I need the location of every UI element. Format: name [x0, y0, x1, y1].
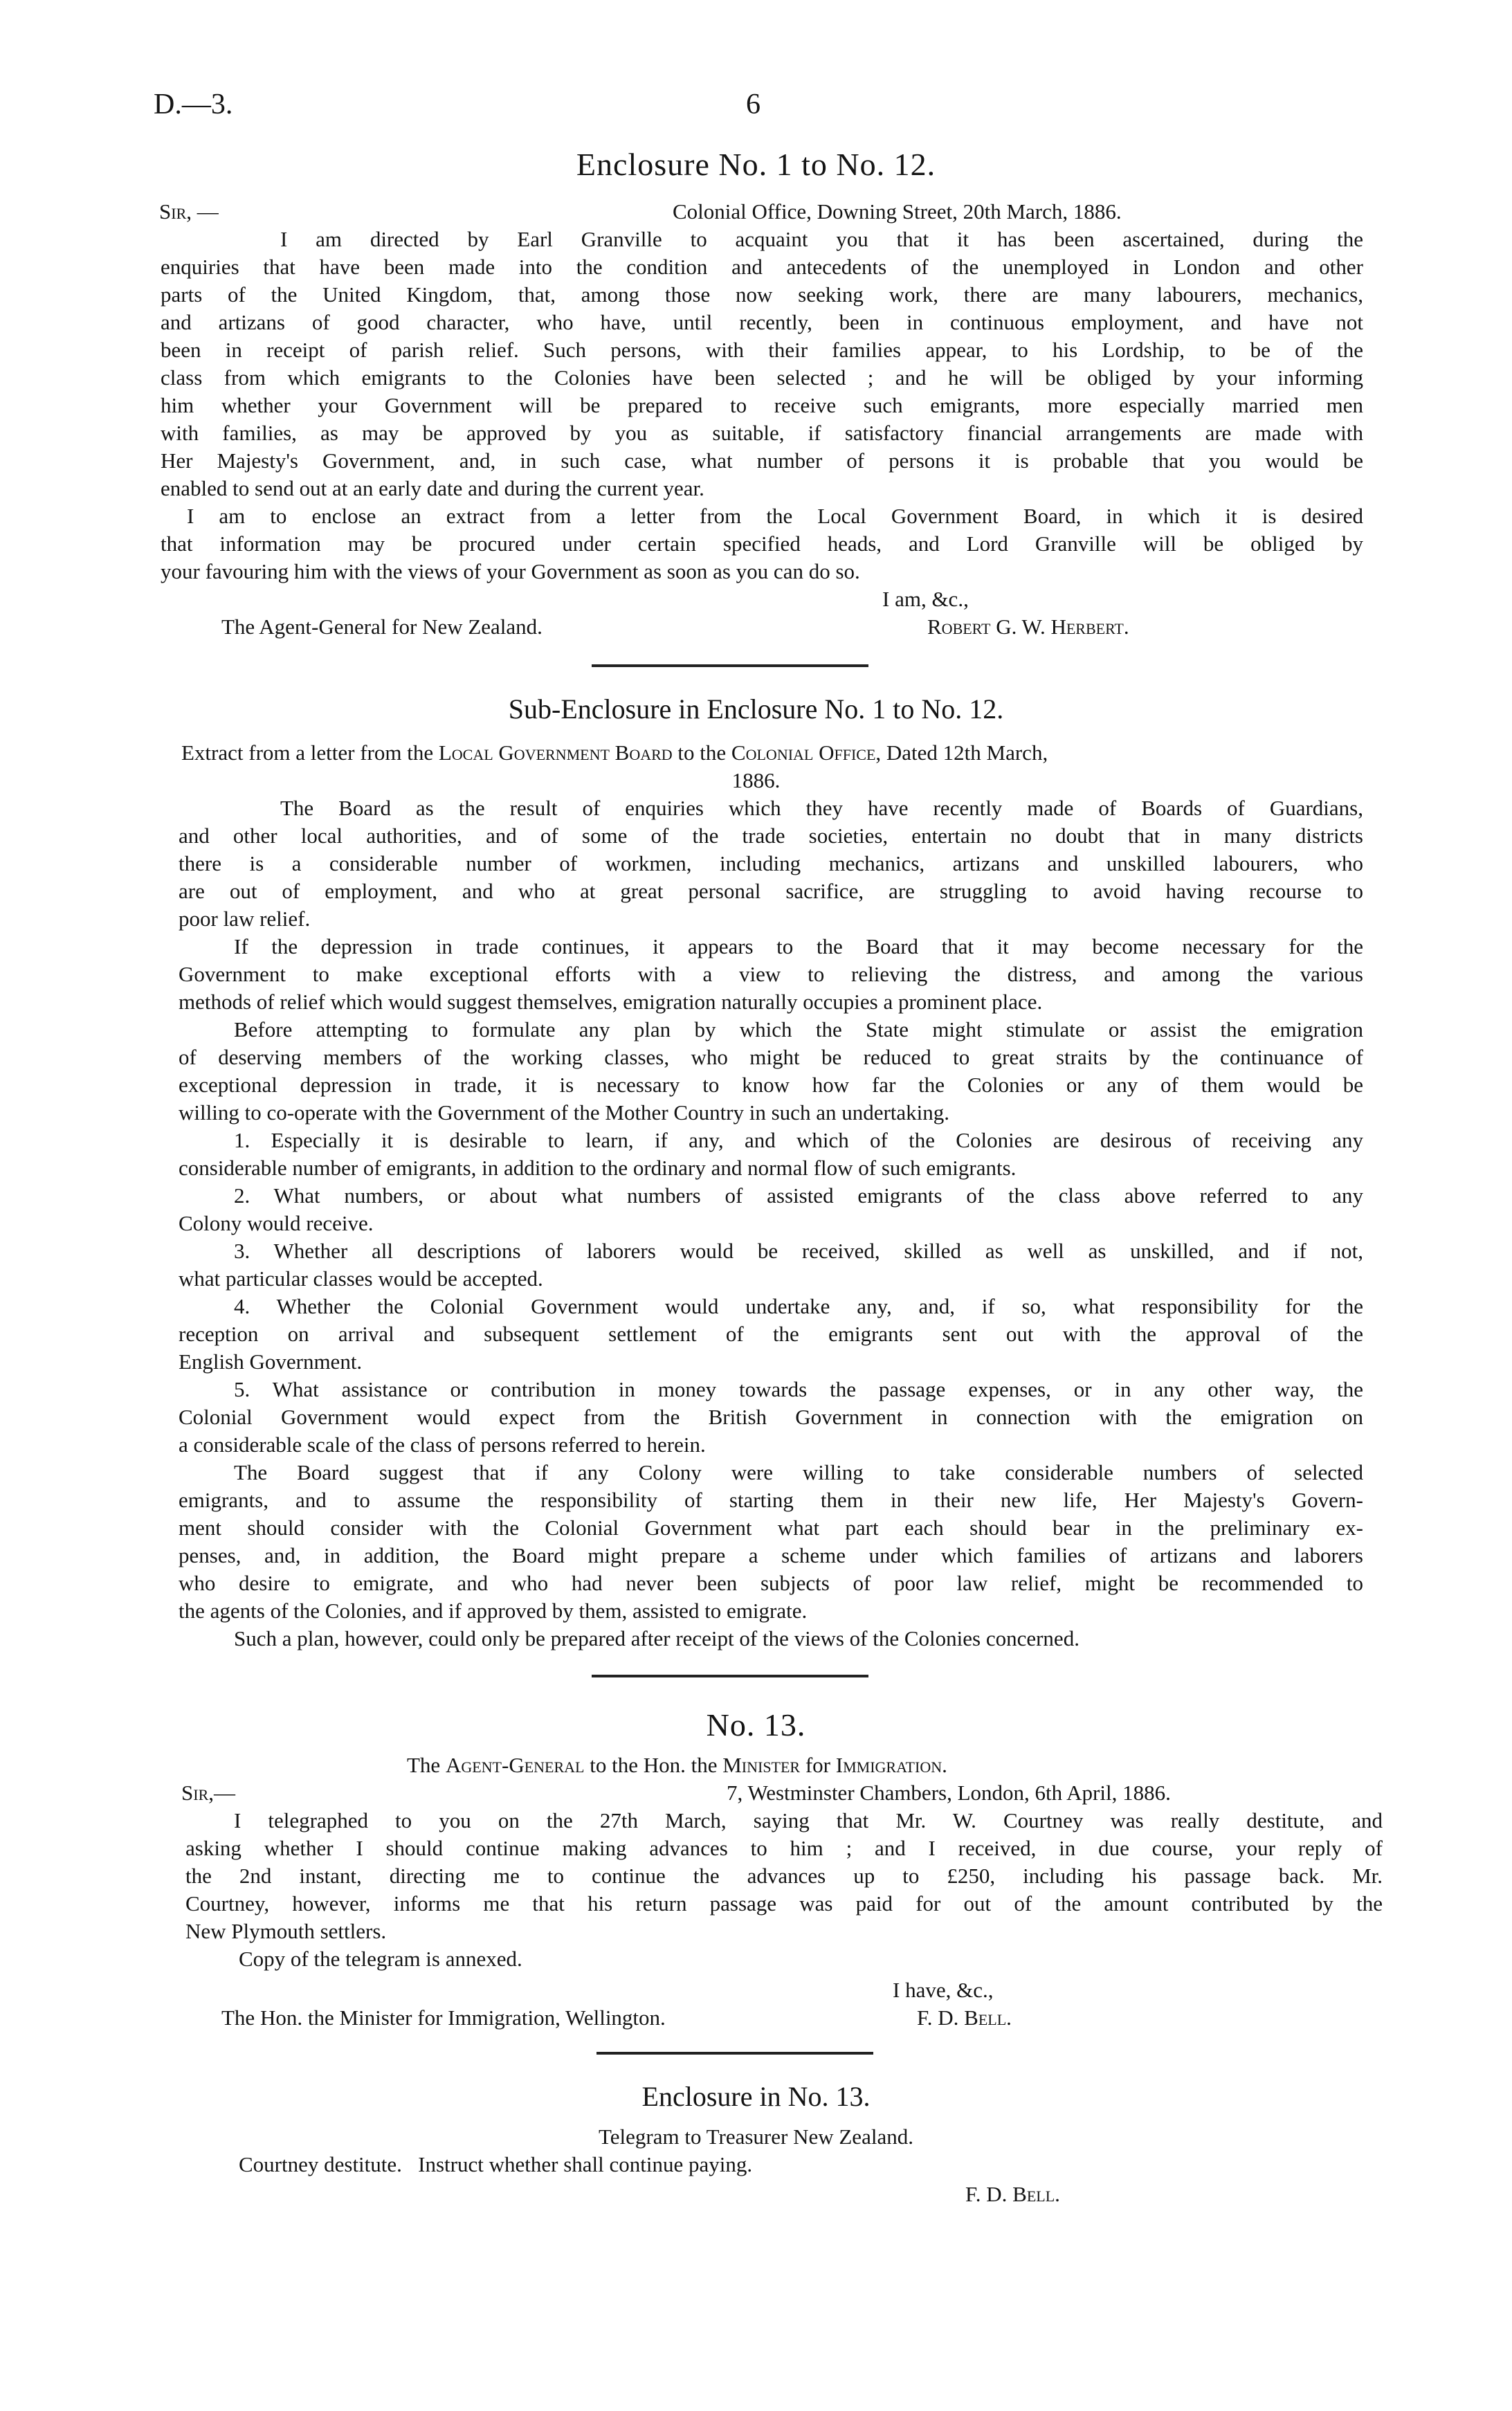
- no-13-line: New Plymouth settlers.: [185, 1919, 387, 1943]
- no-13-heading: [407, 1754, 947, 1776]
- enclosure-13-message: Courtney destitute. Instruct whether shall continue paying.: [239, 2152, 753, 2176]
- no-13-line: asking whether I should continue making advances to him ; and I received, in due course, your reply of: [185, 1836, 1383, 1860]
- enclosure-1-line: class from which emigrants to the Colonies have been selected ; and he will be obliged by your informing: [161, 365, 1363, 390]
- enclosure-1-line: him whether your Government will be prepared to receive such emigrants, more especially married men: [161, 393, 1363, 417]
- sub-enclosure-line: willing to co-operate with the Government of the Mother Country in such an undertaking.: [179, 1100, 950, 1125]
- enclosure-1-title: Enclosure No. 1 to No. 12.: [576, 147, 936, 182]
- sub-enclosure-extract-heading: [181, 742, 1048, 763]
- sub-enclosure-line: 3. Whether all descriptions of laborers would be received, skilled as well as unskilled, and if not,: [234, 1239, 1363, 1263]
- sub-enclosure-extract-year: 1886.: [731, 768, 781, 792]
- sub-enclosure-line: methods of relief which would suggest themselves, emigration naturally occupies a prominent place.: [179, 990, 1043, 1014]
- no-13-closing: I have, &c.,: [893, 1978, 994, 2002]
- enclosure-1-line: with families, as may be approved by you as suitable, if satisfactory financial arrangements are made with: [161, 421, 1363, 445]
- section-divider: [596, 2052, 873, 2055]
- sub-enclosure-line: penses, and, in addition, the Board might prepare a scheme under which families of artizans and laborers: [179, 1543, 1363, 1567]
- enclosure-13-subtitle: Telegram to Treasurer New Zealand.: [599, 2125, 913, 2149]
- no-13-address: 7, Westminster Chambers, London, 6th April, 1886.: [727, 1781, 1171, 1805]
- enclosure-1-line: and artizans of good character, who have, until recently, been in continuous employment, and have not: [161, 310, 1363, 334]
- enclosure-13-title: Enclosure in No. 13.: [641, 2081, 871, 2112]
- enclosure-1-line: parts of the United Kingdom, that, among those now seeking work, there are many labourers, mechanics,: [161, 282, 1363, 307]
- enclosure-1-line: I am to enclose an extract from a letter from the Local Government Board, in which it is desired: [187, 504, 1363, 528]
- no-13-from-prefix: The: [407, 1753, 441, 1777]
- no-13-line: I telegraphed to you on the 27th March, saying that Mr. W. Courtney was really destitute, and: [234, 1808, 1383, 1832]
- sub-enclosure-line: 1. Especially it is desirable to learn, if any, and which of the Colonies are desirous of receiving any: [234, 1128, 1363, 1152]
- sub-enclosure-line: 2. What numbers, or about what numbers of assisted emigrants of the class above referred to any: [234, 1183, 1363, 1208]
- sub-enclosure-title: Sub-Enclosure in Enclosure No. 1 to No. 12.: [508, 693, 1004, 725]
- extract-prefix: Extract from a letter from the: [181, 740, 434, 765]
- no-13-addressee: The Hon. the Minister for Immigration, Wellington.: [221, 2005, 666, 2030]
- sub-enclosure-line: a considerable scale of the class of persons referred to herein.: [179, 1432, 706, 1457]
- sub-enclosure-line: 5. What assistance or contribution in money towards the passage expenses, or in any other way, the: [234, 1377, 1363, 1401]
- extract-date: , Dated 12th March,: [875, 740, 1048, 765]
- enclosure-1-line: been in receipt of parish relief. Such persons, with their families appear, to his Lordship, to be of the: [161, 338, 1363, 362]
- sub-enclosure-line: English Government.: [179, 1349, 363, 1374]
- no-13-line: Copy of the telegram is annexed.: [239, 1947, 522, 1971]
- no-13-for-word: for: [805, 1753, 831, 1777]
- no-13-line: the 2nd instant, directing me to continue the advances up to £250, including his passage back. Mr.: [185, 1864, 1383, 1888]
- enclosure-1-address: Colonial Office, Downing Street, 20th March, 1886.: [673, 199, 1122, 224]
- sub-enclosure-line: The Board suggest that if any Colony were willing to take considerable numbers of selected: [234, 1460, 1363, 1484]
- no-13-title: No. 13.: [706, 1707, 806, 1743]
- sub-enclosure-line: and other local authorities, and of some of the trade societies, entertain no doubt that in many districts: [179, 824, 1363, 848]
- sub-enclosure-line: ment should consider with the Colonial Government what part each should bear in the preliminary ex-: [179, 1516, 1363, 1540]
- sub-enclosure-line: The Board as the result of enquiries which they have recently made of Boards of Guardians,: [280, 796, 1363, 820]
- page-number: 6: [746, 89, 760, 120]
- section-divider: [592, 1675, 868, 1677]
- sub-enclosure-line: of deserving members of the working classes, who might be reduced to great straits by the continuance of: [179, 1045, 1363, 1069]
- sub-enclosure-line: poor law relief.: [179, 907, 311, 931]
- sub-enclosure-line: there is a considerable number of workmen, including mechanics, artizans and unskilled labourers, who: [179, 851, 1363, 875]
- enclosure-1-signature: Robert G. W. Herbert.: [927, 615, 1129, 639]
- enclosure-13-signature: F. D. Bell.: [965, 2182, 1060, 2206]
- sub-enclosure-line: considerable number of emigrants, in addition to the ordinary and normal flow of such emigrants.: [179, 1156, 1017, 1180]
- enclosure-1-line: enabled to send out at an early date and during the current year.: [161, 476, 704, 500]
- extract-to: Colonial Office: [731, 740, 876, 765]
- enclosure-1-addressee: The Agent-General for New Zealand.: [221, 615, 543, 639]
- sub-enclosure-line: who desire to emigrate, and who had never been subjects of poor law relief, might be recommended to: [179, 1571, 1363, 1595]
- sub-enclosure-line: Government to make exceptional efforts with a view to relieving the distress, and among the various: [179, 962, 1363, 986]
- sub-enclosure-line: Colonial Government would expect from the British Government in connection with the emigration on: [179, 1405, 1363, 1429]
- sub-enclosure-line: what particular classes would be accepted.: [179, 1266, 543, 1291]
- no-13-signature: F. D. Bell.: [917, 2005, 1012, 2030]
- no-13-line: Courtney, however, informs me that his return passage was paid for out of the amount contributed by the: [185, 1891, 1383, 1916]
- sub-enclosure-line: Before attempting to formulate any plan by which the State might stimulate or assist the emigration: [234, 1017, 1363, 1041]
- no-13-dept: Immigration.: [835, 1753, 947, 1777]
- sub-enclosure-line: are out of employment, and who at great personal sacrifice, are struggling to avoid having recourse to: [179, 879, 1363, 903]
- sub-enclosure-line: Such a plan, however, could only be prepared after receipt of the views of the Colonies concerned.: [234, 1626, 1080, 1650]
- document-reference: D.—3.: [154, 89, 233, 120]
- enclosure-1-salutation: Sir, —: [159, 199, 219, 224]
- enclosure-1-line: enquiries that have been made into the condition and antecedents of the unemployed in London and other: [161, 255, 1363, 279]
- enclosure-1-line: I am directed by Earl Granville to acquaint you that it has been ascertained, during the: [280, 227, 1363, 251]
- enclosure-1-line: your favouring him with the views of your Government as soon as you can do so.: [161, 559, 860, 583]
- no-13-to: Minister: [722, 1753, 801, 1777]
- enclosure-1-line: Her Majesty's Government, and, in such case, what number of persons it is probable that you would be: [161, 448, 1363, 473]
- no-13-to-prefix: to the Hon. the: [590, 1753, 718, 1777]
- section-divider: [592, 664, 868, 667]
- no-13-from: Agent-General: [445, 1753, 585, 1777]
- extract-to-word: to the: [677, 740, 727, 765]
- no-13-salutation: Sir,—: [181, 1781, 235, 1805]
- sub-enclosure-line: reception on arrival and subsequent settlement of the emigrants sent out with the approval of the: [179, 1322, 1363, 1346]
- sub-enclosure-line: If the depression in trade continues, it appears to the Board that it may become necessary for the: [234, 934, 1363, 958]
- enclosure-1-line: that information may be procured under certain specified heads, and Lord Granville will be obliged by: [161, 531, 1363, 556]
- sub-enclosure-line: emigrants, and to assume the responsibility of starting them in their new life, Her Majesty's Govern-: [179, 1488, 1363, 1512]
- sub-enclosure-line: the agents of the Colonies, and if approved by them, assisted to emigrate.: [179, 1599, 808, 1623]
- sub-enclosure-line: 4. Whether the Colonial Government would undertake any, and, if so, what responsibility for the: [234, 1294, 1363, 1318]
- sub-enclosure-line: exceptional depression in trade, it is necessary to know how far the Colonies or any of them would be: [179, 1073, 1363, 1097]
- extract-from: Local Government Board: [438, 740, 673, 765]
- enclosure-1-closing: I am, &c.,: [882, 587, 969, 611]
- sub-enclosure-line: Colony would receive.: [179, 1211, 374, 1235]
